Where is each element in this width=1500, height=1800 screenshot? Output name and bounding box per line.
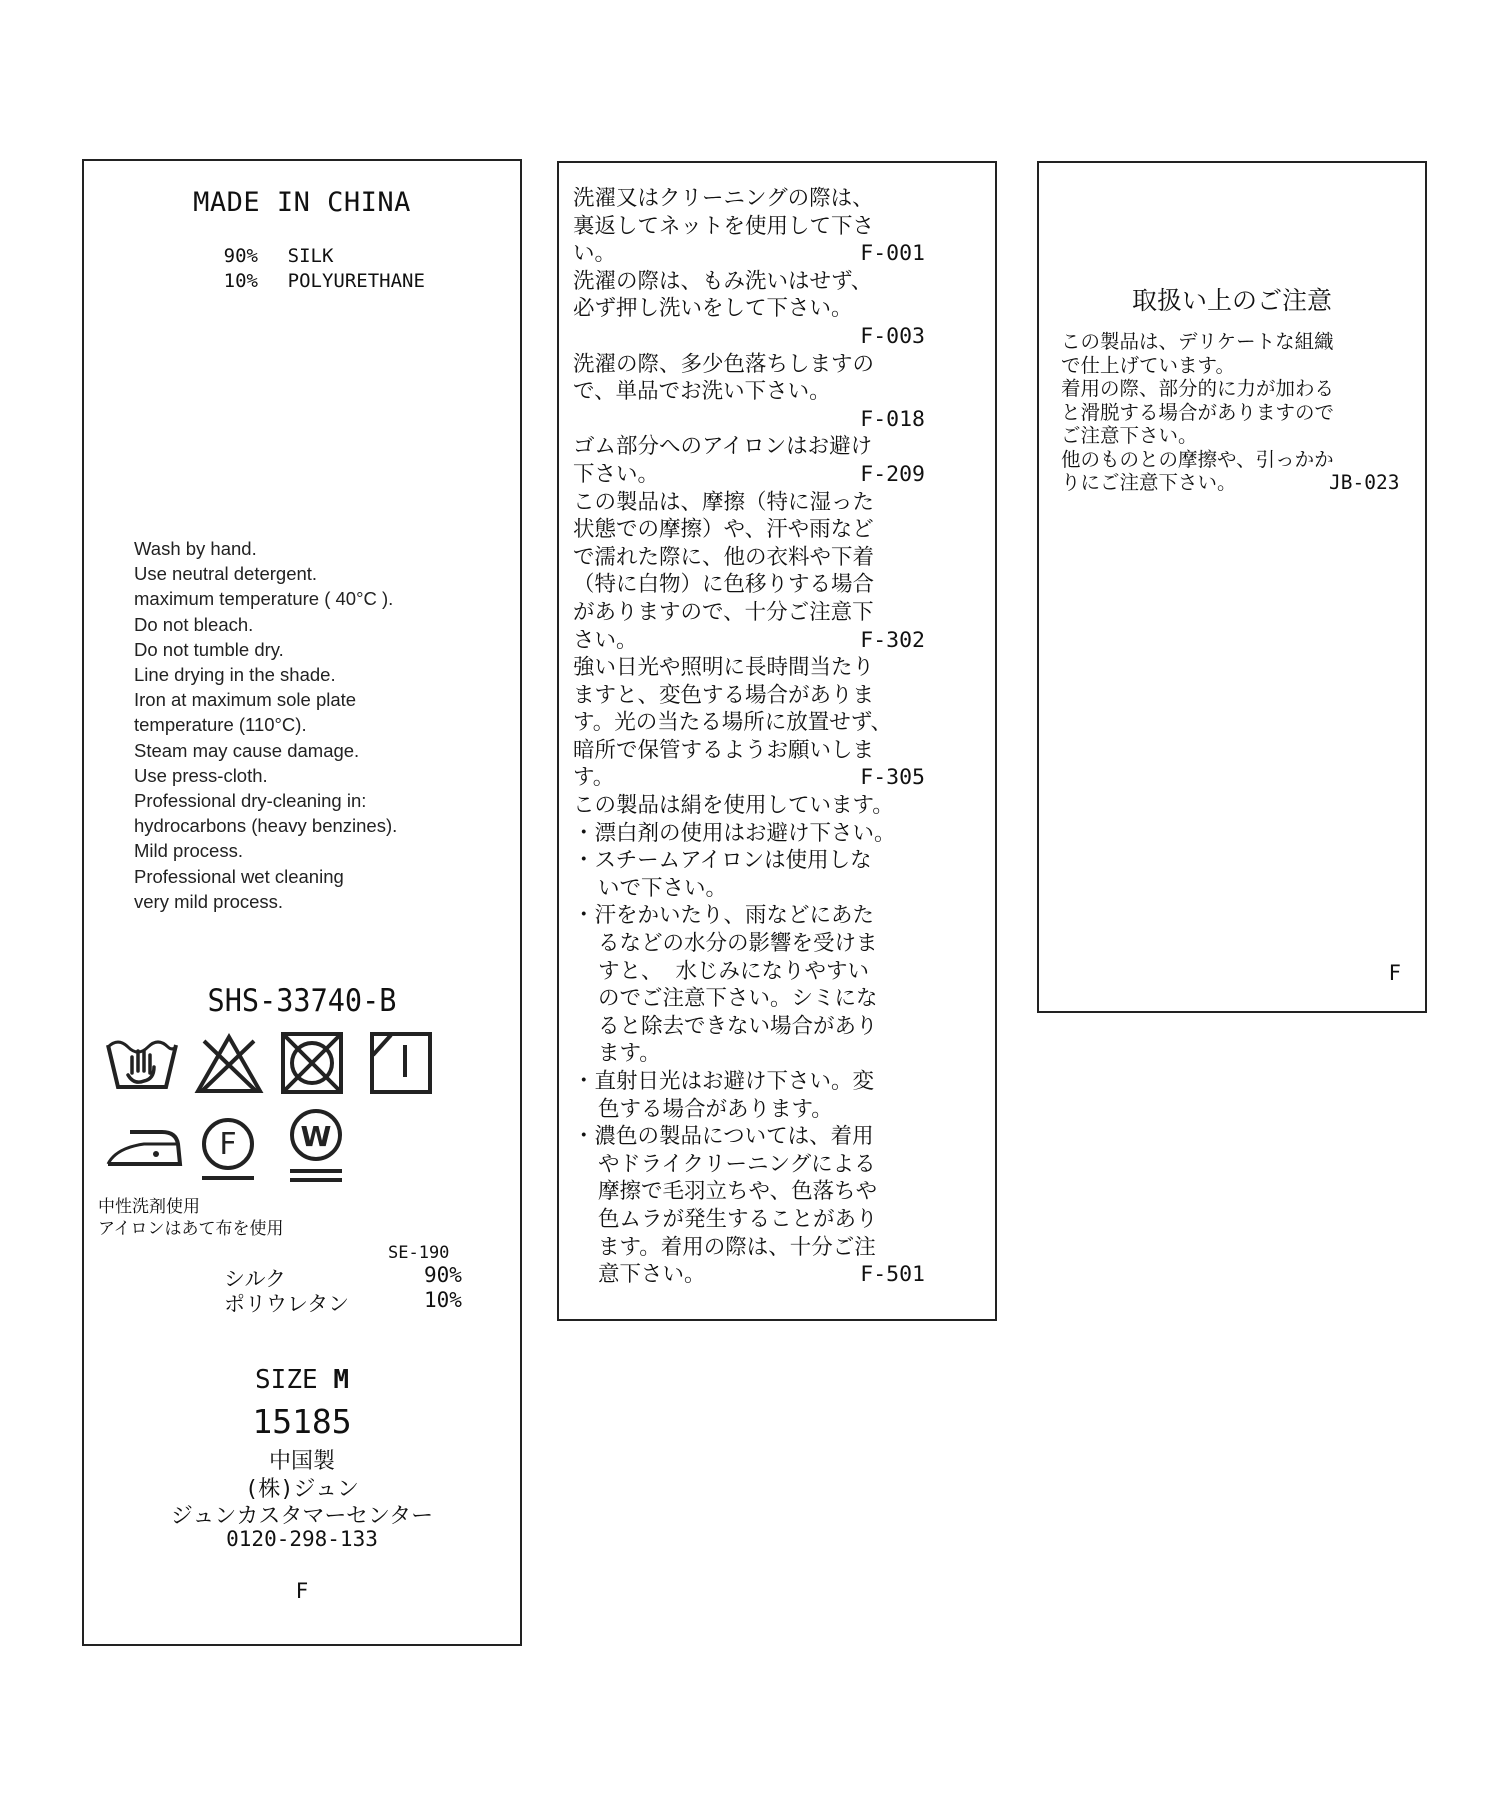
caution-label-right <box>1037 161 1427 1013</box>
care-jp-text: この製品は絹を使用しています。 <box>573 793 894 819</box>
care-line: very mild process. <box>134 890 284 912</box>
care-line: temperature (110°C). <box>134 714 307 736</box>
company-name: (株)ジュン <box>244 1477 360 1502</box>
size-prefix: SIZE <box>255 1365 318 1395</box>
care-jp-line <box>573 1151 985 1179</box>
caution-text: この製品は、デリケートな組織 <box>1061 330 1334 353</box>
care-jp-text: 強い日光や照明に長時間当たり <box>573 655 875 681</box>
care-jp-text: （特に白物）に色移りする場合 <box>573 572 875 598</box>
care-jp-line <box>573 792 985 820</box>
care-jp-text: 暗所で保管するようお願いしま <box>573 737 875 763</box>
care-jp-text: さい。 <box>573 627 638 653</box>
care-jp-line <box>573 682 985 710</box>
care-line: hydrocarbons (heavy benzines). <box>134 815 398 837</box>
caution-code: JB-023 <box>1329 471 1400 494</box>
care-code: F-305 <box>860 765 925 791</box>
care-jp-text: 色ムラが発生することがあり <box>598 1206 878 1232</box>
caution-text: りにご注意下さい。 <box>1061 471 1237 494</box>
care-line: Use press-cloth. <box>134 764 268 786</box>
care-line: Line drying in the shade. <box>134 664 336 686</box>
care-jp-line <box>573 1040 985 1068</box>
style-number: SHS-33740-B <box>207 983 397 1019</box>
care-jp-text: この製品は、摩擦（特に湿った <box>573 489 875 515</box>
caution-line <box>1061 354 1334 378</box>
care-jp-line <box>573 213 985 241</box>
care-line: Do not bleach. <box>134 613 254 635</box>
size-value: M <box>333 1365 349 1395</box>
care-jp-text: す。光の当たる場所に放置せず、 <box>573 710 893 736</box>
care-jp-line <box>573 1206 985 1234</box>
care-code: F-001 <box>860 241 925 267</box>
care-jp-line <box>573 461 985 489</box>
care-jp-text: ます。 <box>598 1041 661 1067</box>
care-jp-text: で濡れた際に、他の衣料や下着 <box>573 544 875 570</box>
care-jp-line <box>573 709 985 737</box>
care-jp-line <box>573 1096 985 1124</box>
fiber-jp-percent: 10% <box>424 1288 462 1312</box>
caution-text: ご注意下さい。 <box>1061 424 1198 447</box>
care-jp-line <box>573 378 985 406</box>
care-line: Iron at maximum sole plate <box>134 689 357 711</box>
care-jp-line <box>573 627 985 655</box>
caution-text: と滑脱する場合がありますので <box>1061 400 1335 424</box>
care-jp-line <box>573 571 985 599</box>
care-line: Professional dry-cleaning in: <box>134 790 367 812</box>
care-jp-line <box>573 544 985 572</box>
care-jp-text: いで下さい。 <box>598 875 728 901</box>
care-jp-line <box>573 323 985 351</box>
line-dry-shade-icon <box>369 1031 433 1095</box>
care-jp-line <box>573 433 985 461</box>
care-jp-text: ・スチームアイロンは使用しな <box>573 848 872 874</box>
care-jp-text: い。 <box>573 241 617 267</box>
care-line: Do not tumble dry. <box>134 638 284 660</box>
note-code: SE-190 <box>388 1243 450 1263</box>
care-jp-text: ます。着用の際は、十分ご注 <box>598 1234 876 1260</box>
care-jp-line <box>573 902 985 930</box>
care-jp-line <box>573 268 985 296</box>
caution-line <box>1061 448 1334 472</box>
caution-body <box>1061 330 1400 495</box>
care-jp-text: ゴム部分へのアイロンはお避け <box>573 434 873 460</box>
care-jp-text: ・汗をかいたり、雨などにあた <box>573 903 875 929</box>
care-jp-text: 洗濯又はクリーニングの際は、 <box>573 186 874 211</box>
made-in-text: MADE IN CHINA <box>193 187 411 218</box>
care-jp-text: ・濃色の製品については、着用 <box>573 1124 874 1150</box>
care-jp-line <box>573 489 985 517</box>
fiber-name: POLYURETHANE <box>287 270 425 292</box>
customer-center: ジュンカスタマーセンター <box>170 1504 434 1529</box>
care-line: Use neutral detergent. <box>134 563 318 585</box>
care-jp-line <box>573 516 985 544</box>
care-jp-text: ・漂白剤の使用はお避け下さい。 <box>573 820 896 846</box>
care-jp-text: 状態での摩擦）や、汗や雨など <box>573 517 874 543</box>
care-jp-line <box>573 295 985 323</box>
fiber-percent: 10% <box>223 270 258 292</box>
f-mark: F <box>1388 961 1401 985</box>
note-neutral-detergent: 中性洗剤使用 <box>98 1197 200 1217</box>
note-press-cloth: アイロンはあて布を使用 <box>98 1219 284 1239</box>
care-jp-text: 色する場合があります。 <box>598 1096 833 1122</box>
caution-text: で仕上げています。 <box>1061 353 1235 377</box>
care-jp-text: ると除去できない場合があり <box>598 1013 878 1039</box>
care-jp-text: ますと、変色する場合がありま <box>573 682 875 708</box>
care-jp-text: るなどの水分の影響を受けま <box>598 931 878 957</box>
care-jp-text: で、単品でお洗い下さい。 <box>573 379 831 405</box>
care-line: Wash by hand. <box>134 538 257 559</box>
care-jp-text: がありますので、十分ご注意下 <box>573 599 874 625</box>
no-bleach-icon <box>194 1033 264 1095</box>
care-jp-line <box>573 654 985 682</box>
care-code: F-003 <box>860 323 925 349</box>
phone-number: 0120-298-133 <box>226 1527 378 1551</box>
iron-low-icon <box>104 1124 184 1172</box>
care-jp-text: 下さい。 <box>573 461 660 487</box>
care-jp-text: 必ず押し洗いをして下さい。 <box>573 296 853 322</box>
care-line: Professional wet cleaning <box>134 865 344 887</box>
fiber-jp-percent: 90% <box>424 1263 462 1287</box>
svg-text:F: F <box>219 1127 237 1162</box>
care-code: F-501 <box>860 1262 925 1288</box>
care-jp-line <box>573 406 985 434</box>
care-jp-line <box>573 1234 985 1262</box>
hand-wash-icon <box>104 1035 180 1095</box>
care-jp-line <box>573 185 985 213</box>
care-instructions-en <box>134 536 397 914</box>
caution-text: 他のものとの摩擦や、引っかか <box>1061 447 1334 471</box>
care-code: F-302 <box>860 627 925 653</box>
care-jp-text: 意下さい。 <box>598 1262 706 1288</box>
care-jp-line <box>573 599 985 627</box>
care-jp-line <box>573 958 985 986</box>
fiber-jp-name: シルク <box>224 1267 287 1291</box>
care-jp-text: やドライクリーニングによる <box>598 1151 876 1177</box>
care-line: Steam may cause damage. <box>134 739 360 761</box>
care-jp-text: のでご注意下さい。シミにな <box>598 986 878 1012</box>
care-jp-text: 洗濯の際、多少色落ちしますの <box>573 351 875 377</box>
care-jp-text: ・直射日光はお避け下さい。変 <box>573 1069 875 1094</box>
caution-line <box>1061 471 1400 495</box>
care-jp-line <box>573 1068 985 1096</box>
caution-line <box>1061 377 1334 401</box>
care-jp-line <box>573 1013 985 1041</box>
care-jp-line <box>573 240 985 268</box>
fiber-name: SILK <box>287 245 334 267</box>
svg-text:W: W <box>300 1120 332 1153</box>
care-jp-line <box>573 1123 985 1151</box>
care-jp-text: す。 <box>573 765 615 791</box>
care-jp-line <box>573 930 985 958</box>
care-jp-text: 摩擦で毛羽立ちや、色落ちや <box>598 1179 878 1205</box>
care-jp-line <box>573 847 985 875</box>
care-label-middle <box>557 161 997 1321</box>
f-mark: F <box>295 1579 309 1603</box>
care-jp-line <box>573 875 985 903</box>
care-jp-line <box>573 985 985 1013</box>
care-jp-line <box>573 1261 985 1289</box>
care-jp-line <box>573 1178 985 1206</box>
no-tumble-dry-icon <box>280 1031 344 1095</box>
caution-title: 取扱い上のご注意 <box>1131 286 1332 315</box>
care-jp-text: すと、 水じみになりやすい <box>598 958 869 984</box>
care-jp-text: 洗濯の際は、もみ洗いはせず、 <box>573 268 873 294</box>
caution-line <box>1061 330 1334 354</box>
caution-line <box>1061 401 1334 425</box>
care-line: maximum temperature ( 40°C ). <box>134 588 394 610</box>
care-jp-line <box>573 820 985 848</box>
dry-clean-f-icon <box>196 1116 260 1182</box>
fiber-row <box>198 270 425 292</box>
product-code: 15185 <box>252 1402 352 1441</box>
care-code: F-018 <box>860 406 925 432</box>
care-jp-line <box>573 764 985 792</box>
caution-text: 着用の際、部分的に力が加わる <box>1061 377 1335 400</box>
fiber-percent: 90% <box>223 245 258 267</box>
care-line: Mild process. <box>134 840 243 862</box>
care-code: F-209 <box>860 461 925 487</box>
fiber-row <box>198 245 333 267</box>
wet-clean-w-icon <box>284 1105 348 1185</box>
care-jp-line <box>573 351 985 379</box>
caution-line <box>1061 424 1334 448</box>
care-label-left <box>82 159 522 1646</box>
care-instructions-jp <box>573 185 985 1289</box>
fiber-jp-name: ポリウレタン <box>224 1292 350 1316</box>
care-jp-text: 裏返してネットを使用して下さ <box>573 213 875 239</box>
care-jp-line <box>573 737 985 765</box>
origin-jp: 中国製 <box>268 1449 335 1474</box>
size-line <box>84 1365 520 1395</box>
